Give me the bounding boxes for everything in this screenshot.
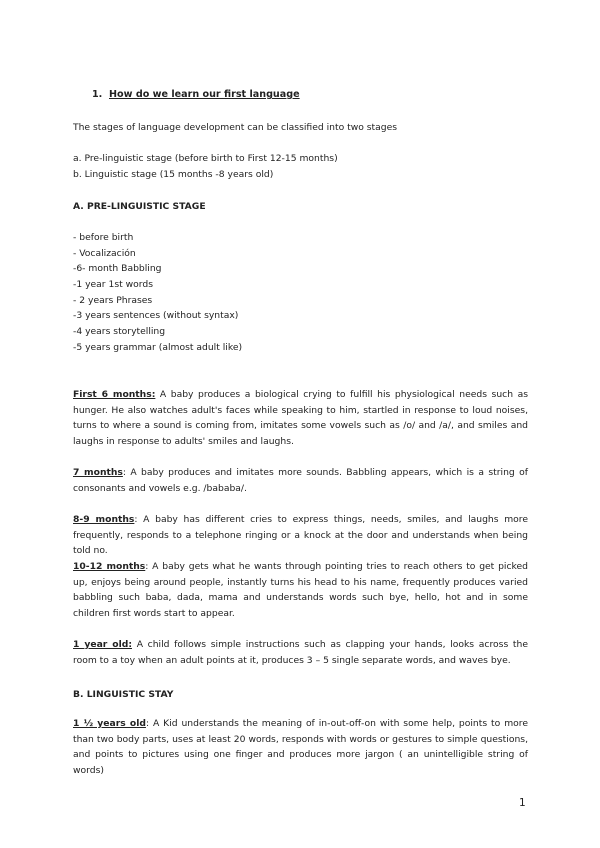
section-a-heading: A. PRE-LINGUISTIC STAGE	[73, 201, 206, 212]
page-number: 1	[519, 797, 526, 809]
paragraph-lead: 1 ½ years old	[73, 718, 146, 729]
paragraph-first-6-months	[73, 387, 528, 449]
paragraph-lead: First 6 months:	[73, 389, 156, 400]
list-item: -1 year 1st words	[73, 279, 154, 290]
paragraph-text: : A baby gets what he wants through pointing tries to reach others to get picked up, enjoys being around people, instantly turns his head to his name, frequently produces varied babbling such baba, dada, mama and understands words such bye, hello, hot and in some children first words start to appear.	[73, 561, 528, 619]
section-b-heading: B. LINGUISTIC STAY	[73, 689, 174, 700]
section-title	[92, 89, 300, 100]
paragraph-lead: 7 months	[73, 467, 123, 478]
paragraph-10-12-months	[73, 559, 528, 621]
stage-item: a. Pre-linguistic stage (before birth to First 12-15 months)	[73, 153, 338, 164]
paragraph-text: : A baby has different cries to express things, needs, smiles, and laughs more frequently, responds to a telephone ringing or a knock at the door and understands when being told no.	[73, 514, 528, 557]
paragraph-text: A child follows simple instructions such as clapping your hands, looks across the room to a toy when an adult points at it, produces 3 – 5 single separate words, and waves bye.	[73, 639, 529, 666]
list-item: - 2 years Phrases	[73, 295, 153, 306]
list-item: - Vocalización	[73, 248, 136, 259]
paragraph-text: A baby produces a biological crying to fulfill his physiological needs such as hunger. He also watches adult's faces while speaking to him, startled in response to loud noises, turns to where a sound is coming from, imitates some vowels such as /o/ and /a/, and smiles and laughs in response to adults' smiles and laughs.	[73, 389, 529, 447]
list-item: - before birth	[73, 232, 134, 243]
paragraph-7-months	[73, 465, 528, 496]
paragraph-text: : A Kid understands the meaning of in-out-off-on with some help, points to more than two body parts, uses at least 20 words, responds with words or gestures to simple questions, and points to pictures using one finger and produces more jargon ( an unintelligible string of words)	[73, 718, 528, 776]
list-item: -4 years storytelling	[73, 326, 166, 337]
title-text: How do we learn our first language	[109, 89, 300, 100]
paragraph-lead: 1 year old:	[73, 639, 132, 650]
intro-text: The stages of language development can be classified into two stages	[73, 122, 398, 133]
list-item: -3 years sentences (without syntax)	[73, 310, 239, 321]
list-item: -5 years grammar (almost adult like)	[73, 342, 243, 353]
paragraph-1-year-old	[73, 637, 528, 668]
paragraph-lead: 10-12 months	[73, 561, 146, 572]
paragraph-8-9-months	[73, 512, 528, 559]
stage-item: b. Linguistic stage (15 months -8 years old)	[73, 169, 274, 180]
list-item: -6- month Babbling	[73, 263, 162, 274]
paragraph-1-half-years-old	[73, 716, 528, 778]
title-number: 1.	[92, 89, 103, 100]
paragraph-text: : A baby produces and imitates more sounds. Babbling appears, which is a string of consonants and vowels e.g. /bababa/.	[73, 467, 528, 494]
paragraph-lead: 8-9 months	[73, 514, 135, 525]
